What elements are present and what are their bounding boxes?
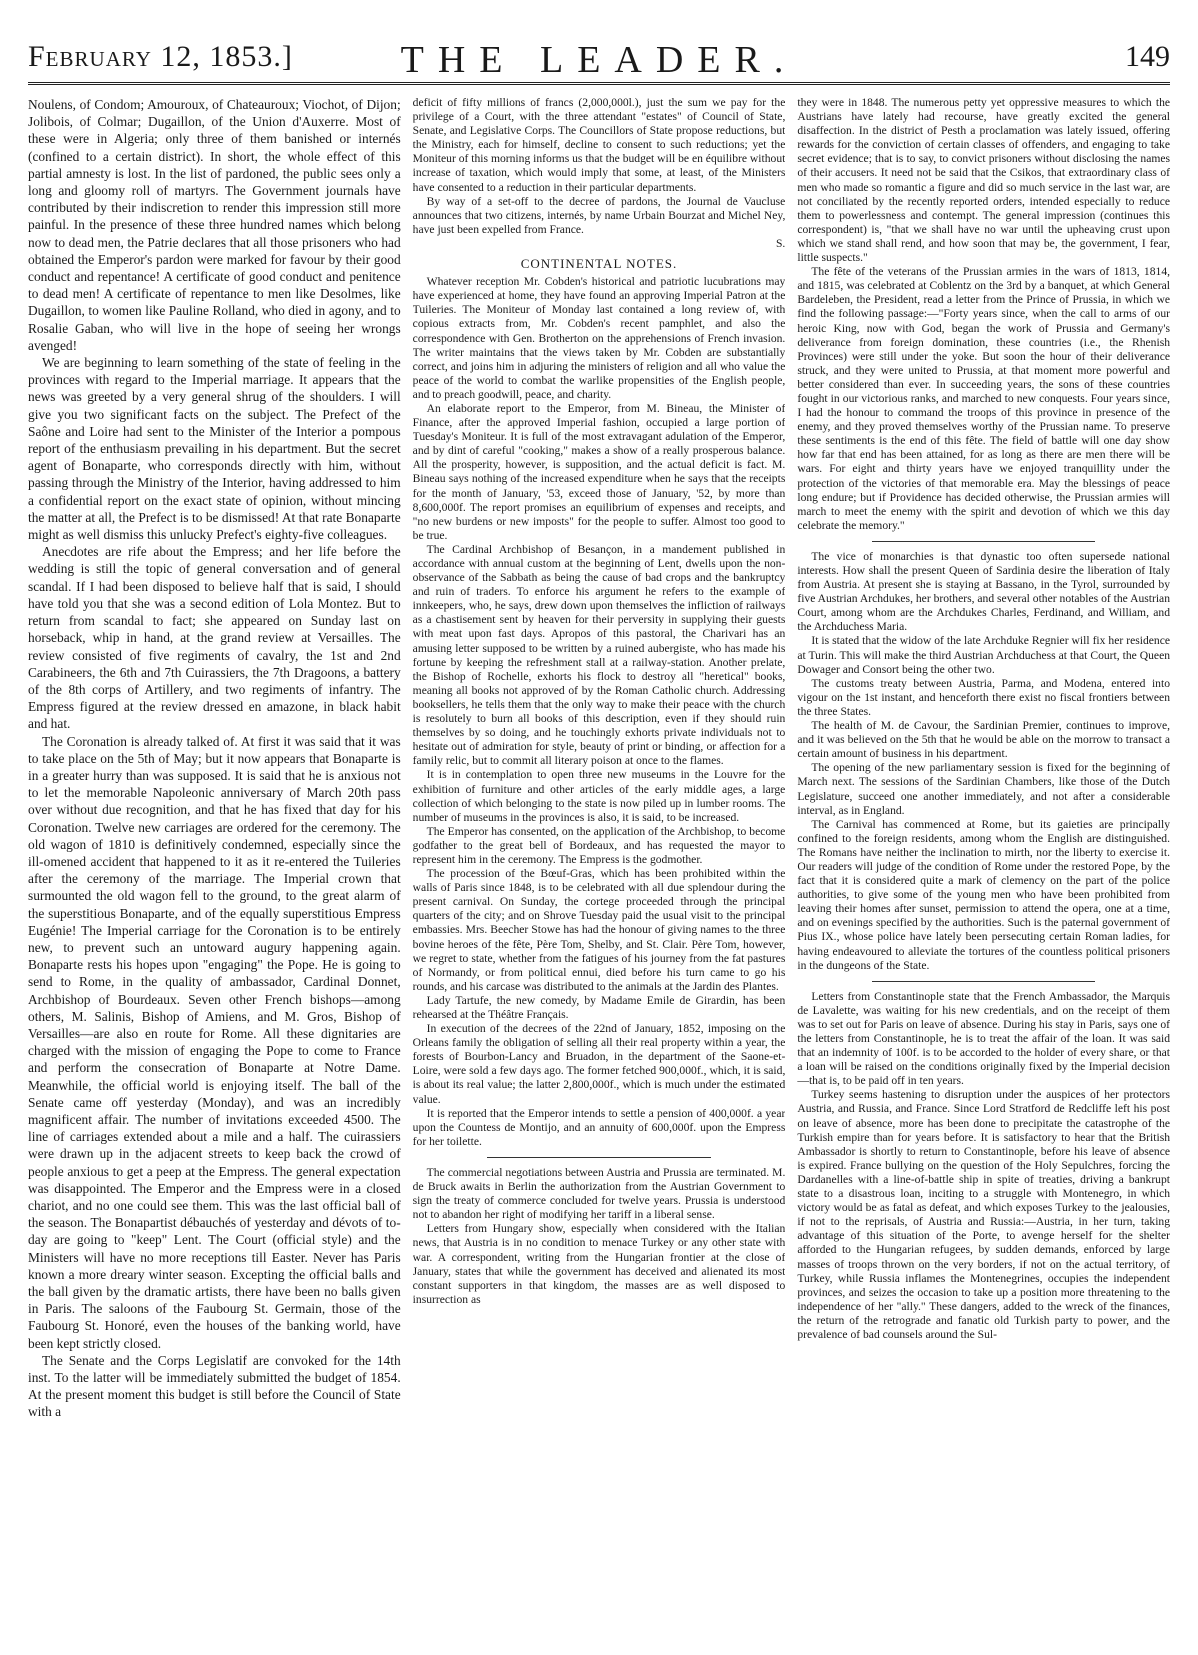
paragraph: We are beginning to learn something of the state of feeling in the provinces with regard to the Imperial marriage. It appears that the news was greeted by a very general shrug of the shoulders. I will give you two significant facts on the subject. The Prefect of the Saône and Loire had sent to the Minister of the Interior a pompous report of the enthusiasm prevailing in his department. But the secret agent of Bonaparte, who corresponds directly with him, without passing through the Ministry of the Interior, having addressed to him a confidential report on the exact state of opinion, without mincing the matter at all, the Prefect is to be dismissed! At that rate Bonaparte might as well dismiss this unlucky Prefect's eighty-five colleagues. (28, 355, 401, 543)
paragraph: The Coronation is already talked of. At first it was said that it was to take place on the 5th of May; but it now appears that Bonaparte is in a greater hurry than was supposed. It is said that he is anxious not to let the memorable Napoleonic anniversary of March 20th pass over without due recognition, and that he has fixed that day for his Coronation. Twelve new carriages are ordered for the ceremony. The old wagon of 1810 is definitively condemned, especially since the ill-omened accident that happened to it as it re-entered the Tuileries after the ceremony of the marriage. The Imperial crown that surmounted the old wagon fell to the ground, to the great alarm of the superstitious Bonaparte, and of the equally superstitious Empress Eugénie! The Imperial carriage for the Coronation is to be entirely new, to prevent such an untoward augury happening again. Bonaparte rests his hopes upon "engaging" the Pope. He is going to send to Rome, in the quality of ambassador, Cardinal Donnet, Archbishop of Bourdeaux. Seven other French bishops—among others, M. Salinis, Bishop of Amiens, and M. Gros, Bishop of Versailles—are also en route for Rome. All these dignitaries are charged with the mission of engaging the Pope to come to France and perform the consecration of Bonaparte at Notre Dame. Meanwhile, the official world is enjoying itself. The ball of the Senate came off yesterday (Monday), and was an incredibly magnificent affair. The number of invitations exceeded 4500. The line of carriages extended about a mile and a half. The cuirassiers were drawn up in the adjacent streets to keep back the crowd of people anxious to get a peep at the Empress. The general expectation was disappointed. The Emperor and the Empress were in a closed chariot, and no one could see them. This was the last official ball of the season. The Bonapartist débauchés of yesterday and dévots of to-day are going to "keep" Lent. The Court (official style) and the Ministers will have no more receptions till Easter. Never has Paris known a more dreary winter season. Excepting the official balls and the ball given by the dramatic artists, there have been no balls given in Paris. The saloons of the Faubourg St. Germain, those of the Faubourg St. Honoré, even the houses of the banking world, have been kept strictly closed. (28, 733, 401, 1351)
paragraph: It is in contemplation to open three new museums in the Louvre for the exhibition of furniture and other articles of the early middle ages, a large collection of which belonging to the state is now piled up in lumber rooms. The number of museums in the provinces is also, it is said, to be increased. (412, 768, 786, 824)
paragraph: Letters from Constantinople state that the French Ambassador, the Marquis de Lavalette, was waiting for his new credentials, and on the receipt of them was to set out for Paris on leave of absence. During his stay in Paris, says one of the letters from Constantinople, he is to treat the affair of the loan. It was said that an indemnity of 100f. is to be accorded to the holder of every share, or that a loan will be raised on the conditions originally fixed by the Imperial decision—that is, to be paid off in ten years. (797, 989, 1171, 1088)
paragraph: Whatever reception Mr. Cobden's historical and patriotic lucubrations may have experienced at home, they have found an approving Imperial Patron at the Tuileries. The Moniteur of Monday last contained a long review of, with copious extracts from, Mr. Cobden's recent pamphlet, and also the correspondence with Gen. Brotherton on the apprehensions of French invasion. The writer maintains that the views taken by Mr. Cobden are substantially correct, and joins him in adjuring the ministers of religion and all who value the peace of the world to combat the warlike propensities of the English people, and to preach goodwill, peace, and charity. (412, 275, 786, 401)
paragraph: The opening of the new parliamentary session is fixed for the beginning of March next. The sessions of the Sardinian Chambers, like those of the Dutch Legislature, succeed one another immediately, and not after a considerable interval, as in England. (797, 761, 1171, 817)
header-rule (28, 82, 1170, 85)
paragraph: It is stated that the widow of the late Archduke Regnier will fix her residence at Turin. This will make the third Austrian Archduchess at that Court, the Queen Dowager and Consort being the other two. (797, 634, 1171, 676)
paragraph: The Carnival has commenced at Rome, but its gaieties are principally confined to the foreign residents, among whom the English are distinguished. The Romans have neither the inclination to mirth, nor the liberty to exercise it. Our readers will judge of the condition of Rome under the restored Pope, by the fact that it is considered quite a mark of clemency on the part of the police authorities, to give some of the young men who have been prohibited from leaving their homes after sunset, permission to attend the opera, one at a time, and on evenings specified by the authorities. Such is the paternal government of Pius IX., whose police have lately been persecuting certain Roman ladies, for having endeavoured to alleviate the tortures of the countless political prisoners in the dungeons of the State. (797, 817, 1171, 972)
separator-rule (487, 1157, 711, 1158)
column-2 (413, 96, 786, 1643)
paragraph: Anecdotes are rife about the Empress; and her life before the wedding is still the topic of general conversation and of general scandal. If I had been disposed to believe half that is said, I should have told you that she was a second edition of Lola Montez. But to return from scandal to fact; she appeared on Sunday last on horseback, whip in hand, at the grand review at Versailles. The review consisted of five regiments of cavalry, the 1st and 2nd Carabineers, the 6th and 7th Cuirassiers, the 7th Dragoons, a battery of the 8th corps of Artillery, and two regiments of infantry. The Empress figured at the review dressed en amazone, in black habit and hat. (28, 544, 401, 732)
paragraph: Lady Tartufe, the new comedy, by Madame Emile de Girardin, has been rehearsed at the Théâtre Français. (412, 993, 786, 1021)
paragraph: The health of M. de Cavour, the Sardinian Premier, continues to improve, and it was believed on the 5th that he would be able on the morrow to transact a certain amount of business in his department. (797, 719, 1171, 761)
paragraph: The Cardinal Archbishop of Besançon, in a mandement published in accordance with annual custom at the beginning of Lent, dwells upon the non-observance of the Sabbath as being the cause of bad crops and the bankruptcy and ruin of traders. To enforce his argument he refers to the example of innkeepers, who, he says, drew down upon themselves the infliction of railways as a chastisement sent by heaven for their perversity in supplying their guests with meat upon fast days. Apropos of this pastoral, the Charivari has an amusing letter supposed to be written by a ruined aubergiste, who has made his fortune by keeping the refreshment stall at a railway-station. Another prelate, the Bishop of Rochelle, exhorts his flock to destroy all "heretical" books, meaning all books not approved of by the Roman Catholic church. Addressing booksellers, he tells them that the only way to make their peace with the church is resolutely to burn all books of this description, even if they should ruin themselves by so doing, and he touchingly exhorts private individuals not to hesitate out of admiration for style, beauty of print or binding, or affection for a family relic, but to commit all literary poison at once to the flames. (412, 542, 786, 768)
paragraph: It is reported that the Emperor intends to settle a pension of 400,000f. a year upon the Countess de Montijo, and an annuity of 600,000f. upon the Empress for her toilette. (412, 1106, 786, 1148)
paragraph: By way of a set-off to the decree of pardons, the Journal de Vaucluse announces that two citizens, internés, by name Urbain Bourzat and Michel Ney, have just been expelled from France. (412, 194, 786, 236)
paragraph: The commercial negotiations between Austria and Prussia are terminated. M. de Bruck awaits in Berlin the authorization from the Austrian Government to sign the treaty of commerce concluded for twelve years. Prussia is understood not to abandon her right of modifying her tariff in a liberal sense. (412, 1165, 786, 1222)
paragraph: The Emperor has consented, on the application of the Archbishop, to become godfather to the great bell of Bordeaux, and has requested the mayor to represent him in the ceremony. The Empress is the godmother. (412, 824, 786, 866)
paragraph: The vice of monarchies is that dynastic too often supersede national interests. How shall the present Queen of Sardinia desire the liberation of Italy from Austria. At present she is staying at Bassano, in the Tyrol, surrounded by five Austrian Archdukes, her brothers, and several other notables of the Austrian Court, among whom are the Archdukes Charles, Ferdinand, and William, and the Archduchess Maria. (797, 549, 1171, 634)
newspaper-title: THE LEADER. (400, 39, 798, 81)
paragraph: deficit of fifty millions of francs (2,000,000l.), just the sum we pay for the privilege of a Court, with the three attendant "estates" of Council of State, Senate, and Legislative Corps. The Councillors of State propose reductions, but the Ministry, each for himself, decline to consent to such reductions; yet the Moniteur of this morning informs us that the budget will be en équilibre without increase of taxation, which would imply that some, at least, of the Ministers have consented to a reduction in their particular departments. (412, 96, 786, 194)
correspondent-signature: S. (775, 236, 786, 250)
masthead (28, 30, 1170, 90)
columns (28, 96, 1170, 1643)
paragraph: The procession of the Bœuf-Gras, which has been prohibited within the walls of Paris since 1848, is to be celebrated with all due splendour during the present carnival. On Sunday, the cortege proceeded through the principal quarters of the city; and on Shrove Tuesday paid the usual visit to the principal embassies. Mrs. Beecher Stowe has had the honour of giving names to the three bovine heroes of the fête, Père Tom, Shelby, and St. Clair. Père Tom, however, we regret to state, whether from the fatigues of his journey from the fat pastures of Normandy, or from political ennui, died before his turn came to go his rounds, and his carcase was distributed to the animals at the Jardin des Plantes. (412, 867, 786, 993)
paragraph: Letters from Hungary show, especially when considered with the Italian news, that Austria is in no condition to menace Turkey or any other state with war. A correspondent, writing from the Hungarian frontier at the close of January, states that while the government has deceived and alienated its most constant supporters in that kingdom, the masses are as well disposed to insurrection as (412, 1222, 786, 1306)
issue-date: February 12, 1853.] (28, 40, 293, 73)
column-1 (28, 96, 401, 1643)
paragraph: The fête of the veterans of the Prussian armies in the wars of 1813, 1814, and 1815, was celebrated at Coblentz on the 3rd by a banquet, at which General Bardeleben, the President, read a letter from the Prince of Prussia, in which we find the following passage:—"Forty years since, when the call to arms of our heroic King, now with God, began the work of Prussia and Germany's deliverance from foreign domination, these countries (i.e., the Rhenish Provinces) were still under the yoke. But soon the hour of their deliverance struck, and they were united to Prussia, at that moment more powerful and better considered than ever. In succeeding years, the sons of these countries fought in our victorious ranks, and marched to new conquests. Four years since, I had the honour to command the troops of this province in presence of the enemy, and they proved themselves worthy of the Prussian name. To preserve these sentiments is the end of this fête. The field of battle will one day show how far that end has been attained, for as long as there are men there will be wars. For eight and thirty years have we enjoyed tranquillity under the protection of the victories of that memorable era. May the blessings of peace long endure; but if Providence has decided otherwise, the Prussian armies will march to meet the enemy with the spirit and devotion of which we this day celebrate the memory." (797, 265, 1171, 532)
paragraph: Noulens, of Condom; Amouroux, of Chateauroux; Viochot, of Dijon; Jolibois, of Colmar; Dugaillon, of the Union d'Auxerre. Most of these were in Algeria; only three of them banished or internés (confined to a certain district). In short, the whole effect of this partial amnesty is lost. In the list of pardoned, the public sees only a long and gloomy roll of martyrs. The Government journals have contributed by their indiscretion to render this impression still more painful. In the presence of these three hundred names which belong now to dead men, the Patrie declares that all those prisoners who had obtained the Emperor's pardon were marked for favour by their good conduct and repentance! A certificate of good conduct and penitence to dead men! A certificate of repentance to men like Desolmes, like Dugaillon, to women like Pauline Rolland, who died in agony, and to Rosalie Gaban, who will live in the hope of seeing her wrongs avenged! (28, 97, 401, 353)
column-3 (797, 96, 1170, 1643)
paragraph: In execution of the decrees of the 22nd of January, 1852, imposing on the Orleans family the obligation of selling all their real property within a year, the forests of Bourbon-Lancy and Bruadon, in the department of the Saone-et-Loire, were sold a few days ago. The former fetched 900,000f., which, it is said, is about its real value; the latter 2,800,000f., which is much under the estimated value. (412, 1022, 786, 1106)
paragraph: An elaborate report to the Emperor, from M. Bineau, the Minister of Finance, after the approved Imperial fashion, occupied a large portion of Tuesday's Moniteur. It is full of the most extravagant adulation of the Emperor, and by dint of careful "cooking," makes a show of a really prosperous balance. All the prosperity, however, is supposition, and the actual deficit is fact. M. Bineau says nothing of the increased expenditure when he says that the receipts for the month of January, '53, exceed those of January, '52, by more than 8,600,000f. The report promises an equilibrium of expenses and receipts, and "no new burdens or new imposts" for the people to suffer. Almost too good to be true. (412, 401, 786, 542)
paragraph: they were in 1848. The numerous petty yet oppressive measures to which the Austrians have lately had recourse, have greatly excited the general disaffection. In the district of Pesth a proclamation was lately issued, offering rewards for the conviction of certain classes of offenders, and engaging to take secret evidence; that is to say, to convict prisoners without disclosing the names of their accusers. It need not be said that the Csikos, that extraordinary class of men who made so romantic a figure and did so much service in the last war, are not conciliated by the recently reported orders, intended especially to reduce them to powerlessness and contempt. The general impression (continues this correspondent) is, "that we shall have no war until the upheaving crust upon which we stand shall rend, and how soon that may be, the government, I fear, little suspects." (797, 96, 1171, 265)
paragraph: The customs treaty between Austria, Parma, and Modena, entered into vigour on the 1st instant, and henceforth there exist no fiscal frontiers between the three States. (797, 676, 1171, 718)
paragraph: The Senate and the Corps Legislatif are convoked for the 14th inst. To the latter will be immediately submitted the budget of 1854. At the present moment this budget is still before the Council of State with a (28, 1352, 401, 1420)
paragraph: Turkey seems hastening to disruption under the auspices of her protectors Austria, and Russia, and France. Since Lord Stratford de Redcliffe left his post on leave of absence, more has been done to precipitate the catastrophe of the Turkish empire than for years before. It is satisfactory to hear that the British Ambassador is shortly to return to Constantinople, before his leave of absence is expired. France bullying on the question of the Holy Sepulchres, forcing the Dardanelles with a line-of-battle ship in spite of treaties, driving a bankrupt state to a disastrous loan, inciting to a struggle with Montenegro, in which victory would be as fatal as defeat, and which exposes Turkey to the jealousies, if not to the reprisals, of Austria and Russia:—Austria, in her turn, taking advantage of this situation of the Porte, to avenge herself for the shelter afforded to the Hungarian refugees, by sudden demands, enforced by large masses of troops thrown on the very borders, if not on the actual territory, of Turkey, while Russia inflames the Montenegrines, occupies the independent provinces, and seizes the occasion to take up a position more threatening to the independence of her "ally." These dangers, added to the wreck of the finances, the return of the retrograde and fanatic old Turkish party to power, and the prevalence of bad counsels around the Sul- (797, 1088, 1171, 1341)
page-number: 149 (1125, 40, 1170, 73)
section-heading: CONTINENTAL NOTES. (520, 256, 678, 272)
separator-rule (872, 981, 1096, 982)
separator-rule (872, 541, 1096, 542)
